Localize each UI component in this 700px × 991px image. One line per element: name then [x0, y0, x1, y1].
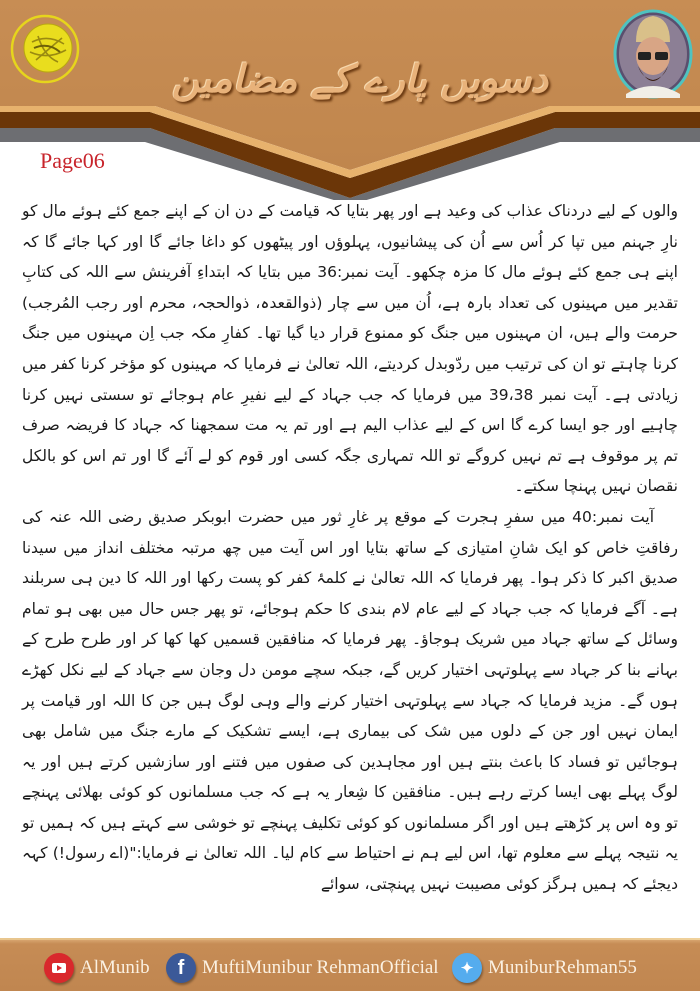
youtube-link[interactable]: [44, 953, 150, 983]
header-banner: [0, 0, 700, 200]
page-title: دسویں پارے کے مضامین: [171, 56, 549, 101]
paragraph: والوں کے لیے دردناک عذاب کی وعید ہے اور پھر بتایا کہ قیامت کے دن ان کے اپنے جمع کئے ہوئے مال کو نارِ جہنم میں تپا کر اُس سے اُن کی پیشانیوں، پہلوؤں اور پیٹھوں کو داغا جائے گا اور کہا جائے گا کہ اپنے ہی جمع کئے ہوئے مال کا مزہ چکھو۔ آیت نمبر:36 میں بتایا کہ ابتداءِ آفرینش سے اللہ کی کتابِ تقدیر میں مہینوں کی تعداد بارہ ہے، اُن میں سے چار (ذوالقعدہ، ذوالحجہ، محرم اور رجب المُرجب) حرمت والے ہیں، ان مہینوں میں جنگ کو ممنوع قرار دیا گیا تھا۔ کفارِ مکہ جب اِن مہینوں میں جنگ کرنا چاہتے تو ان کی ترتیب میں ردّوبدل کردیتے، اللہ تعالیٰ نے فرمایا کہ مہینوں کو مؤخر کرنا کفر میں زیادتی ہے۔ آیت نمبر 39،38 میں فرمایا کہ جب جہاد کے لیے نفیرِ عام ہوجائے تو سستی نہیں کرنا چاہیے اور جو ایسا کرے گا اس کے لیے عذاب الیم ہے اور تم یہ مت سمجھنا کہ جہاد کا فریضہ صرف تم پر موقوف ہے تم نہیں کروگے تو اللہ تمہاری جگہ کسی اور قوم کو لے آئے گا اور تم اس کو بالکل نقصان نہیں پہنچا سکتے۔: [22, 202, 678, 496]
paragraph: آیت نمبر:40 میں سفرِ ہجرت کے موقع پر غارِ ثور میں حضرت ابوبکر صدیق رضی اللہ عنہ کی رفاقتِ خاص کو ایک شانِ امتیازی کے ساتھ بتایا اور اس آیت میں چھ مرتبہ مختلف انداز میں سیدنا صدیق اکبر کا ذکر ہوا۔ پھر فرمایا کہ اللہ تعالیٰ نے کلمۂ کفر کو پست رکھا اور اللہ کا دین ہی سربلند ہے۔ آگے فرمایا کہ جب جہاد کے لیے عام لام بندی کا حکم ہوجائے، تو پھر جس حال میں بھی ہو تمام وسائل کے ساتھ جہاد میں شریک ہوجاؤ۔ پھر فرمایا کہ منافقین قسمیں کھا کھا کر اور طرح طرح کے بہانے بنا کر جہاد سے پہلوتہی اختیار کریں گے، جبکہ سچے مومن دل وجان سے جہاد کے لیے نکل کھڑے ہوں گے۔ مزید فرمایا کہ جہاد سے پہلوتہی اختیار کرنے والے وہی لوگ ہیں جن کا اللہ اور قیامت پر ایمان نہیں اور جن کے دلوں میں شک کی بیماری ہے، ایسے تشکیک کے مارے جنگ میں شامل بھی ہوجائیں تو فساد کا باعث بنتے ہیں اور مجاہدین کی صفوں میں فتنے اور سازشیں کرتے ہیں اور یہ لوگ پہلے بھی ایسا کرتے رہے ہیں۔ منافقین کا شِعار یہ ہے کہ جب مسلمانوں کو کوئی بھلائی پہنچے تو وہ اس پر کڑھتے ہیں اور اگر مسلمانوں کو کوئی تکلیف پہنچے تو خوشی سے کہتے ہیں کہ ہمیں تو یہ نتیجہ پہلے سے معلوم تھا، اس لیے ہم نے احتیاط سے کام لیا۔ اللہ تعالیٰ نے فرمایا:"(اے رسول!) کہہ دیجئے کہ ہمیں ہرگز کوئی مصیبت نہیں پہنچتی، سوائے: [22, 507, 678, 894]
facebook-handle: MuftiMunibur RehmanOfficial: [202, 957, 439, 978]
twitter-icon: ✦: [452, 953, 482, 983]
article-body: [22, 196, 678, 900]
quran-logo-icon: [8, 12, 82, 86]
facebook-link[interactable]: [166, 953, 439, 983]
page-number-label: Page06: [40, 148, 105, 173]
speaker-portrait: [612, 8, 694, 100]
facebook-icon: f: [166, 953, 196, 983]
youtube-handle: AlMunib: [80, 957, 150, 978]
twitter-link[interactable]: [452, 953, 637, 983]
twitter-handle: MuniburRehman55: [488, 957, 637, 978]
youtube-icon: [44, 953, 74, 983]
